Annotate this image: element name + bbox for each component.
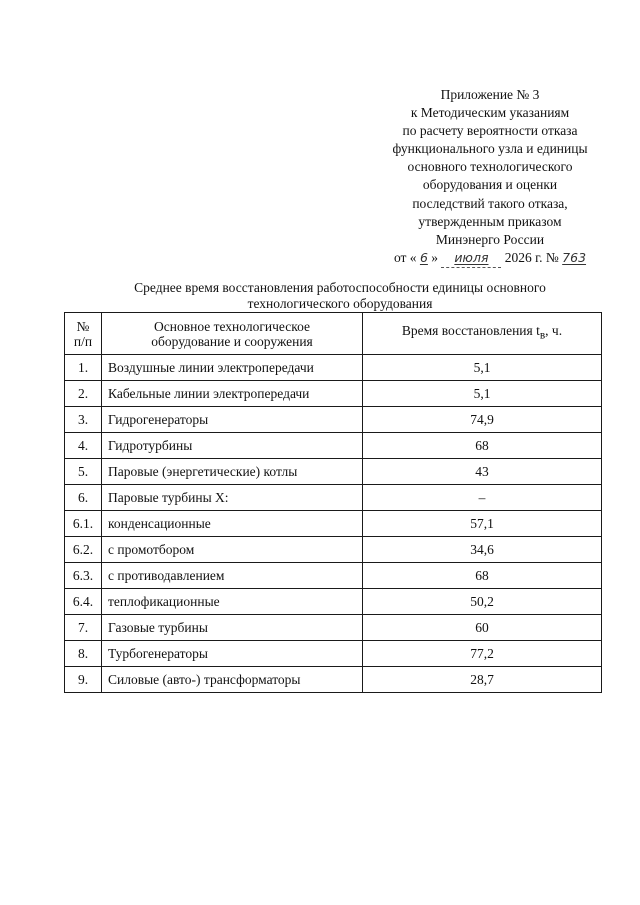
- row-equipment: Гидрогенераторы: [102, 407, 363, 433]
- row-number: 4.: [65, 433, 102, 459]
- header-recovery-time: [363, 313, 602, 355]
- appendix-line: функционального узла и единицы: [392, 141, 588, 157]
- appendix-line: по расчету вероятности отказа: [402, 123, 578, 139]
- table-row: [65, 511, 602, 537]
- row-number: 6.: [65, 485, 102, 511]
- header-time-subscript: в: [539, 329, 546, 342]
- row-recovery-time: 28,7: [363, 667, 602, 693]
- row-recovery-time: 68: [363, 563, 602, 589]
- date-day: 6: [419, 249, 428, 265]
- row-number: 1.: [65, 355, 102, 381]
- table-title: [90, 280, 590, 312]
- appendix-line: основного технологического: [407, 159, 573, 175]
- order-date-line: [340, 249, 640, 268]
- row-equipment: Воздушные линии электропередачи: [102, 355, 363, 381]
- header-number-line2: п/п: [73, 333, 93, 349]
- table-row: [65, 407, 602, 433]
- row-number: 6.1.: [65, 511, 102, 537]
- row-equipment: Паровые турбины X:: [102, 485, 363, 511]
- row-recovery-time: 5,1: [363, 355, 602, 381]
- header-number: [65, 313, 102, 355]
- row-equipment: Силовые (авто-) трансформаторы: [102, 667, 363, 693]
- date-year: 2026 г. №: [504, 249, 559, 265]
- row-recovery-time: 77,2: [363, 641, 602, 667]
- row-recovery-time: 34,6: [363, 537, 602, 563]
- appendix-line: оборудования и оценки: [422, 177, 558, 193]
- table-header-row: [65, 313, 602, 355]
- row-recovery-time: 43: [363, 459, 602, 485]
- table-row: [65, 381, 602, 407]
- row-equipment: теплофикационные: [102, 589, 363, 615]
- table-row: [65, 459, 602, 485]
- order-number: 763: [562, 249, 587, 265]
- table-row: [65, 485, 602, 511]
- appendix-header: [340, 86, 640, 268]
- appendix-line: к Методическим указаниям: [410, 105, 570, 121]
- table-row: [65, 537, 602, 563]
- row-recovery-time: 57,1: [363, 511, 602, 537]
- table-title-line1: Среднее время восстановления работоспособности единицы основного: [134, 280, 546, 295]
- row-number: 3.: [65, 407, 102, 433]
- row-number: 6.2.: [65, 537, 102, 563]
- equipment-table: [64, 312, 602, 693]
- header-equipment-line2: оборудование и сооружения: [151, 333, 313, 349]
- table-row: [65, 563, 602, 589]
- date-month: июля: [441, 249, 501, 268]
- row-number: 8.: [65, 641, 102, 667]
- row-recovery-time: –: [363, 485, 602, 511]
- table-title-line2: технологического оборудования: [247, 296, 433, 311]
- header-equipment: [102, 313, 363, 355]
- header-time-suffix: , ч.: [545, 323, 563, 339]
- appendix-line: последствий такого отказа,: [412, 195, 568, 211]
- date-mid: »: [431, 249, 439, 265]
- date-prefix: от «: [393, 249, 417, 265]
- header-time-text: Время восстановления t: [401, 323, 540, 339]
- row-equipment: с промотбором: [102, 537, 363, 563]
- row-equipment: Кабельные линии электропередачи: [102, 381, 363, 407]
- row-number: 6.4.: [65, 589, 102, 615]
- row-number: 9.: [65, 667, 102, 693]
- table-row: [65, 355, 602, 381]
- row-number: 6.3.: [65, 563, 102, 589]
- row-number: 7.: [65, 615, 102, 641]
- row-recovery-time: 5,1: [363, 381, 602, 407]
- row-recovery-time: 60: [363, 615, 602, 641]
- table-row: [65, 589, 602, 615]
- table-row: [65, 641, 602, 667]
- row-recovery-time: 74,9: [363, 407, 602, 433]
- table-row: [65, 667, 602, 693]
- header-equipment-line1: Основное технологическое: [154, 318, 310, 334]
- appendix-line: утвержденным приказом: [418, 213, 562, 229]
- table-row: [65, 433, 602, 459]
- row-number: 2.: [65, 381, 102, 407]
- table-row: [65, 615, 602, 641]
- appendix-line: Минэнерго России: [435, 231, 545, 247]
- row-equipment: конденсационные: [102, 511, 363, 537]
- row-equipment: Гидротурбины: [102, 433, 363, 459]
- row-equipment: Паровые (энергетические) котлы: [102, 459, 363, 485]
- row-recovery-time: 68: [363, 433, 602, 459]
- row-equipment: Газовые турбины: [102, 615, 363, 641]
- appendix-line: Приложение № 3: [440, 87, 540, 102]
- row-equipment: Турбогенераторы: [102, 641, 363, 667]
- header-number-line1: №: [76, 318, 90, 334]
- row-number: 5.: [65, 459, 102, 485]
- row-equipment: с противодавлением: [102, 563, 363, 589]
- row-recovery-time: 50,2: [363, 589, 602, 615]
